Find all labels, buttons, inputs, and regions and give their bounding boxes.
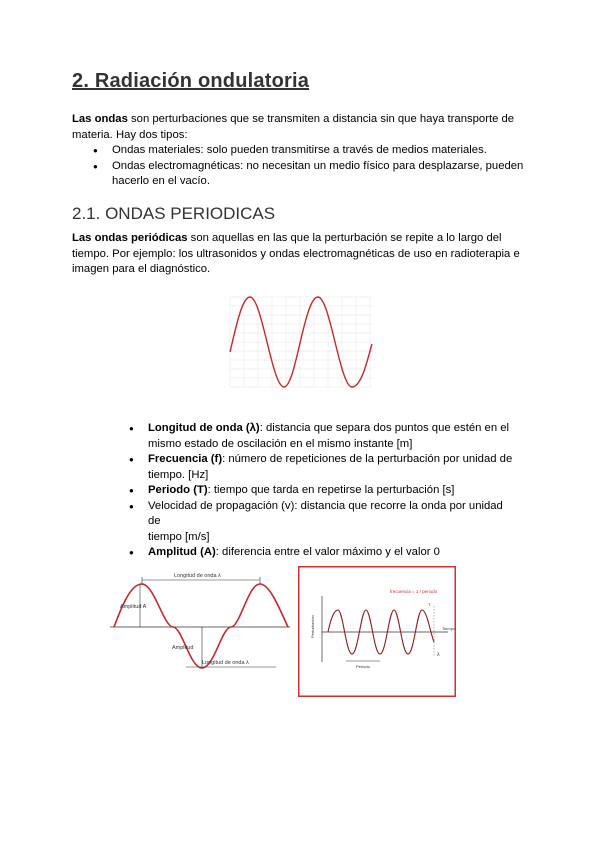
svg-text:·: · bbox=[224, 384, 226, 389]
wave-types-list bbox=[92, 143, 532, 190]
lambda-marker: λ bbox=[437, 652, 440, 658]
grid bbox=[230, 297, 372, 387]
t-marker: T bbox=[428, 602, 431, 607]
tick-labels bbox=[224, 296, 225, 389]
frequency-label: frecuencia = 1 / periodo bbox=[390, 589, 438, 594]
section-title: 2. Radiación ondulatoria bbox=[72, 70, 310, 92]
list-item: ● Frecuencia (f): número de repeticiones de la perturbación por unidad de tiempo. [Hz] bbox=[128, 452, 518, 483]
wavelength-label-bottom: Longitud de onda λ bbox=[202, 660, 249, 666]
list-item: ● Longitud de onda (λ): distancia que separa dos puntos que estén en el mismo estado de oscilación en el mismo instante [m] bbox=[128, 421, 518, 452]
svg-text:·: · bbox=[224, 296, 226, 301]
wavelength-amplitude-diagram bbox=[110, 570, 290, 675]
list-item: ● Amplitud (A): diferencia entre el valor máximo y el valor 0 bbox=[128, 545, 518, 561]
period-label: Periodo bbox=[356, 664, 370, 669]
list-item: ● Ondas materiales: solo pueden transmitirse a través de medios materiales. bbox=[92, 143, 532, 159]
x-axis-label: Tiempo bbox=[442, 626, 456, 631]
intro-bold: Las ondas bbox=[72, 113, 128, 125]
properties-list bbox=[128, 421, 518, 561]
period-frequency-diagram bbox=[298, 566, 456, 697]
list-item: ● Velocidad de propagación (v): distancia que recorre la onda por unidad de tiempo [m/s] bbox=[128, 499, 518, 546]
list-item: ● Periodo (T): tiempo que tarda en repetirse la perturbación [s] bbox=[128, 483, 518, 499]
wavelength-label-top: Longitud de onda λ bbox=[174, 573, 221, 579]
y-axis-label: Perturbación bbox=[310, 615, 315, 638]
amplitude-label-left: Amplitud A bbox=[120, 604, 147, 610]
subsection-intro: Las ondas periódicas son aquellas en las que la perturbación se repite a lo largo del tiempo. Por ejemplo: los ultrasonidos y ondas electromagnéticas de uso en radioterapia e imagen para el diagnóstico. bbox=[72, 232, 520, 275]
periodic-wave-figure bbox=[222, 292, 374, 400]
svg-text:·: · bbox=[224, 340, 226, 345]
amplitude-label-mid: Amplitud bbox=[172, 645, 194, 651]
subsection-title: 2.1. ONDAS PERIODICAS bbox=[72, 204, 276, 223]
section-intro: Las ondas son perturbaciones que se transmiten a distancia sin que haya transporte de materia. Hay dos tipos: bbox=[72, 113, 515, 141]
list-item: ● Ondas electromagnéticas: no necesitan un medio físico para desplazarse, pueden hacerlo en el vacío. bbox=[92, 159, 532, 190]
